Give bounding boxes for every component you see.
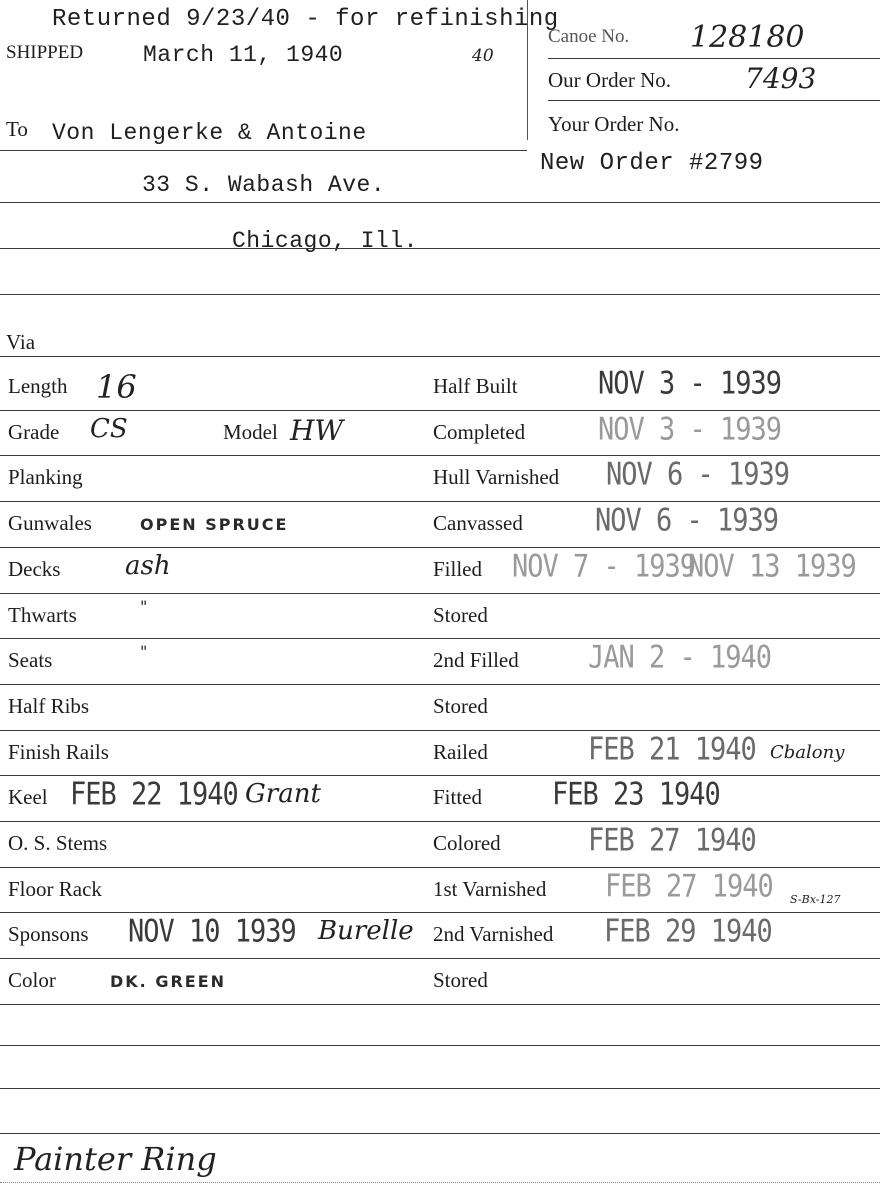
right-row-label: 2nd Varnished [433,922,554,947]
right-row-date-stamp: FEB 27 1940 [605,868,773,905]
left-row-label: Length [8,374,68,398]
right-row-date-stamp: FEB 27 1940 [588,823,756,859]
right-row-date-stamp-2: NOV 13 1939 [688,548,856,585]
right-row-label: Stored [433,968,488,993]
row-rule [0,593,880,594]
left-row-label: Half Ribs [8,693,90,718]
right-row-date-stamp: NOV 6 - 1939 [595,503,779,539]
right-row-label: Colored [433,831,501,855]
canoe-no-value: 128180 [690,20,805,55]
right-row-date-stamp: FEB 29 1940 [604,914,772,951]
right-row-label: 2nd Filled [433,648,519,673]
left-row-signature: Burelle [318,916,414,947]
footer-line4 [0,1182,880,1183]
model-label: Model [223,419,278,444]
left-row-label: Thwarts [8,602,77,627]
right-row-signature: Cbalony [770,741,845,763]
right-row-date-stamp: NOV 6 - 1939 [606,457,790,494]
right-row-label: Hull Varnished [433,465,560,490]
address-underline2 [0,248,880,249]
returned-note: Returned 9/23/40 - for refinishing [52,6,559,33]
model-value: HW [290,413,344,447]
footer-line3 [0,1133,880,1134]
left-row-label: Keel [8,785,48,810]
left-row-value: 16 [96,368,137,406]
right-row-signature: S-Bx-127 [790,892,841,906]
shipped-hand-note: 40 [472,46,494,66]
left-row-value: OPEN SPRUCE [140,515,289,535]
address-line1: 33 S. Wabash Ave. [142,172,386,198]
left-row-value: " [140,596,148,616]
right-row-label: Half Built [433,374,518,398]
row-rule [0,821,880,822]
new-order-note: New Order #2799 [540,150,764,177]
to-label: To [6,117,28,141]
canoe-no-underline [548,58,880,59]
blank-line [0,294,880,295]
right-row-date-stamp: NOV 3 - 1939 [598,411,782,448]
left-row-label: Color [8,968,56,993]
left-row-value: CS [90,413,128,444]
left-row-value: ash [125,550,171,581]
header-divider [527,0,528,140]
left-row-signature: Grant [245,779,321,810]
address-line2: Chicago, Ill. [232,228,418,254]
row-rule [0,867,880,868]
left-row-label: Planking [8,465,83,490]
right-row-label: Filled [433,556,483,581]
right-row-label: Canvassed [433,511,523,536]
right-row-date-stamp: JAN 2 - 1940 [588,640,772,676]
left-row-label: Sponsons [8,922,89,947]
row-rule [0,684,880,685]
right-row-date-stamp: NOV 3 - 1939 [598,366,782,402]
shipped-date: March 11, 1940 [143,42,344,68]
right-row-date-stamp: FEB 23 1940 [552,777,720,813]
our-order-value: 7493 [745,62,817,95]
right-row-label: Stored [433,602,488,627]
row-rule [0,730,880,731]
left-row-label: Gunwales [8,511,92,536]
footer-line2 [0,1088,880,1089]
row-rule [0,501,880,502]
left-row-label: O. S. Stems [8,831,108,855]
right-row-date-stamp: FEB 21 1940 [588,731,756,768]
left-row-value: FEB 22 1940 [70,777,238,813]
row-rule [0,1004,880,1005]
footer-line1 [0,1045,880,1046]
address-underline1 [0,202,880,203]
via-underline [0,356,880,357]
row-rule [0,958,880,959]
right-row-date-stamp: NOV 7 - 1939 [512,548,696,585]
your-order-label: Your Order No. [548,112,680,136]
row-rule [0,547,880,548]
row-rule [0,410,880,411]
left-row-label: Decks [8,556,61,581]
left-row-label: Seats [8,648,53,673]
to-underline [0,150,527,151]
left-row-label: Floor Rack [8,876,102,901]
left-row-label: Finish Rails [8,739,109,764]
to-name: Von Lengerke & Antoine [52,120,367,146]
painter-signature: Painter Ring [14,1140,217,1178]
right-row-label: 1st Varnished [433,876,547,901]
right-row-label: Completed [433,419,526,444]
left-row-label: Grade [8,419,60,444]
shipped-label: SHIPPED [6,42,84,63]
our-order-label: Our Order No. [548,68,672,92]
right-row-label: Stored [433,693,488,718]
our-order-underline [548,100,880,101]
canoe-no-label: Canoe No. [548,26,630,47]
left-row-value: DK. GREEN [110,972,227,992]
right-row-label: Fitted [433,785,483,810]
left-row-value: NOV 10 1939 [128,914,296,951]
left-row-value: " [140,642,148,662]
right-row-label: Railed [433,739,488,764]
via-label: Via [6,330,36,354]
